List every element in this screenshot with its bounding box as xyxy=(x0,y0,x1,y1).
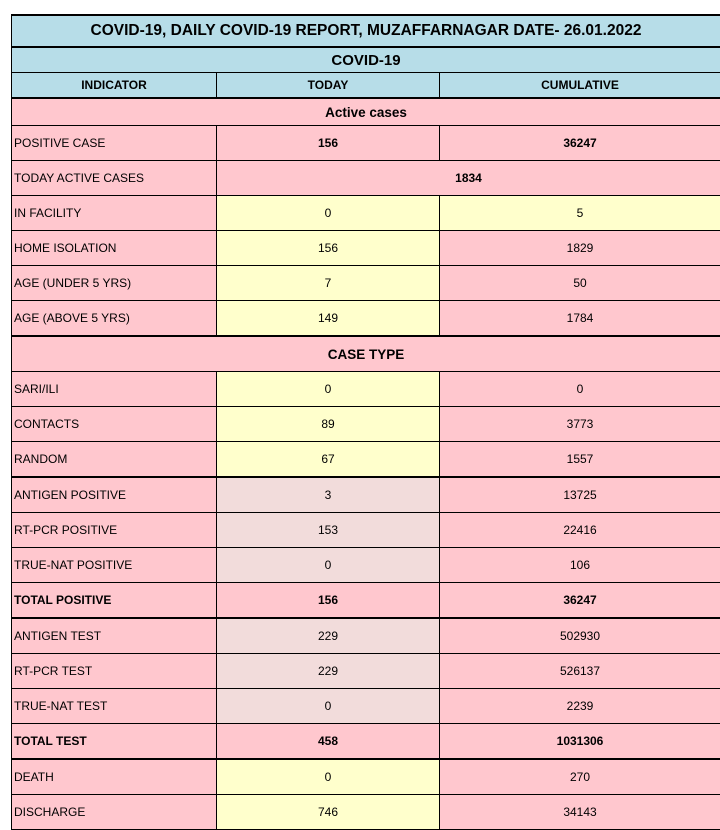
table-row-today-active-cases xyxy=(12,161,720,196)
section-active-cases xyxy=(12,98,720,126)
column-header-row xyxy=(12,73,720,99)
row-indicator: RT-PCR POSITIVE xyxy=(12,513,217,548)
row-indicator: IN FACILITY xyxy=(12,196,217,231)
table-row-in-facility xyxy=(12,196,720,231)
row-indicator: CONTACTS xyxy=(12,407,217,442)
row-cumulative: 1557 xyxy=(440,442,720,478)
table-row-truenat-test xyxy=(12,689,720,724)
table-row-random xyxy=(12,442,720,478)
report-title: COVID-19, DAILY COVID-19 REPORT, MUZAFFARNAGAR DATE- 26.01.2022 xyxy=(12,15,720,47)
row-today: 0 xyxy=(217,548,440,583)
report-subtitle: COVID-19 xyxy=(12,47,720,73)
row-indicator: TODAY ACTIVE CASES xyxy=(12,161,217,196)
table-row-rtpcr-test xyxy=(12,654,720,689)
table-row-contacts xyxy=(12,407,720,442)
row-today: 0 xyxy=(217,372,440,407)
table-row-rtpcr-positive xyxy=(12,513,720,548)
row-indicator: ANTIGEN POSITIVE xyxy=(12,477,217,513)
table-row-age-under-5 xyxy=(12,266,720,301)
section-case-type xyxy=(12,336,720,372)
row-cumulative: 526137 xyxy=(440,654,720,689)
row-cumulative: 2239 xyxy=(440,689,720,724)
row-indicator: RANDOM xyxy=(12,442,217,478)
row-today: 746 xyxy=(217,795,440,830)
row-today: 229 xyxy=(217,654,440,689)
report-title-row xyxy=(12,15,720,47)
table-row-home-isolation xyxy=(12,231,720,266)
row-cumulative: 13725 xyxy=(440,477,720,513)
row-indicator: TOTAL POSITIVE xyxy=(12,583,217,619)
row-indicator: DISCHARGE xyxy=(12,795,217,830)
row-today: 0 xyxy=(217,196,440,231)
row-today: 0 xyxy=(217,689,440,724)
row-today: 156 xyxy=(217,231,440,266)
row-indicator: AGE (UNDER 5 YRS) xyxy=(12,266,217,301)
row-today: 153 xyxy=(217,513,440,548)
row-cumulative: 502930 xyxy=(440,618,720,654)
row-cumulative: 22416 xyxy=(440,513,720,548)
row-merged-value: 1834 xyxy=(217,161,720,196)
row-today: 229 xyxy=(217,618,440,654)
row-today: 458 xyxy=(217,724,440,760)
row-cumulative: 0 xyxy=(440,372,720,407)
row-cumulative: 1031306 xyxy=(440,724,720,760)
header-indicator: INDICATOR xyxy=(12,73,217,99)
row-cumulative: 270 xyxy=(440,759,720,795)
section-label: Active cases xyxy=(12,98,720,126)
row-indicator: TOTAL TEST xyxy=(12,724,217,760)
row-today: 156 xyxy=(217,583,440,619)
report-subtitle-row xyxy=(12,47,720,73)
row-indicator: TRUE-NAT TEST xyxy=(12,689,217,724)
row-indicator: AGE (ABOVE 5 YRS) xyxy=(12,301,217,337)
row-indicator: RT-PCR TEST xyxy=(12,654,217,689)
row-today: 7 xyxy=(217,266,440,301)
covid-report-table xyxy=(11,14,720,830)
table-row-truenat-positive xyxy=(12,548,720,583)
row-cumulative: 5 xyxy=(440,196,720,231)
row-cumulative: 106 xyxy=(440,548,720,583)
row-cumulative: 1784 xyxy=(440,301,720,337)
header-cumulative: CUMULATIVE xyxy=(440,73,720,99)
row-today: 3 xyxy=(217,477,440,513)
row-indicator: TRUE-NAT POSITIVE xyxy=(12,548,217,583)
row-indicator: HOME ISOLATION xyxy=(12,231,217,266)
row-indicator: DEATH xyxy=(12,759,217,795)
row-cumulative: 1829 xyxy=(440,231,720,266)
row-cumulative: 36247 xyxy=(440,583,720,619)
row-today: 156 xyxy=(217,126,440,161)
row-today: 89 xyxy=(217,407,440,442)
table-row-antigen-positive xyxy=(12,477,720,513)
row-today: 0 xyxy=(217,759,440,795)
row-indicator: ANTIGEN TEST xyxy=(12,618,217,654)
row-cumulative: 3773 xyxy=(440,407,720,442)
row-today: 149 xyxy=(217,301,440,337)
table-row-positive-case xyxy=(12,126,720,161)
row-cumulative: 50 xyxy=(440,266,720,301)
table-row-death xyxy=(12,759,720,795)
row-today: 67 xyxy=(217,442,440,478)
header-today: TODAY xyxy=(217,73,440,99)
table-row-total-positive xyxy=(12,583,720,619)
section-label: CASE TYPE xyxy=(12,336,720,372)
row-indicator: SARI/ILI xyxy=(12,372,217,407)
table-row-antigen-test xyxy=(12,618,720,654)
row-cumulative: 36247 xyxy=(440,126,720,161)
row-cumulative: 34143 xyxy=(440,795,720,830)
table-row-age-above-5 xyxy=(12,301,720,337)
row-indicator: POSITIVE CASE xyxy=(12,126,217,161)
table-row-total-test xyxy=(12,724,720,760)
table-row-sari-ili xyxy=(12,372,720,407)
table-row-discharge xyxy=(12,795,720,830)
